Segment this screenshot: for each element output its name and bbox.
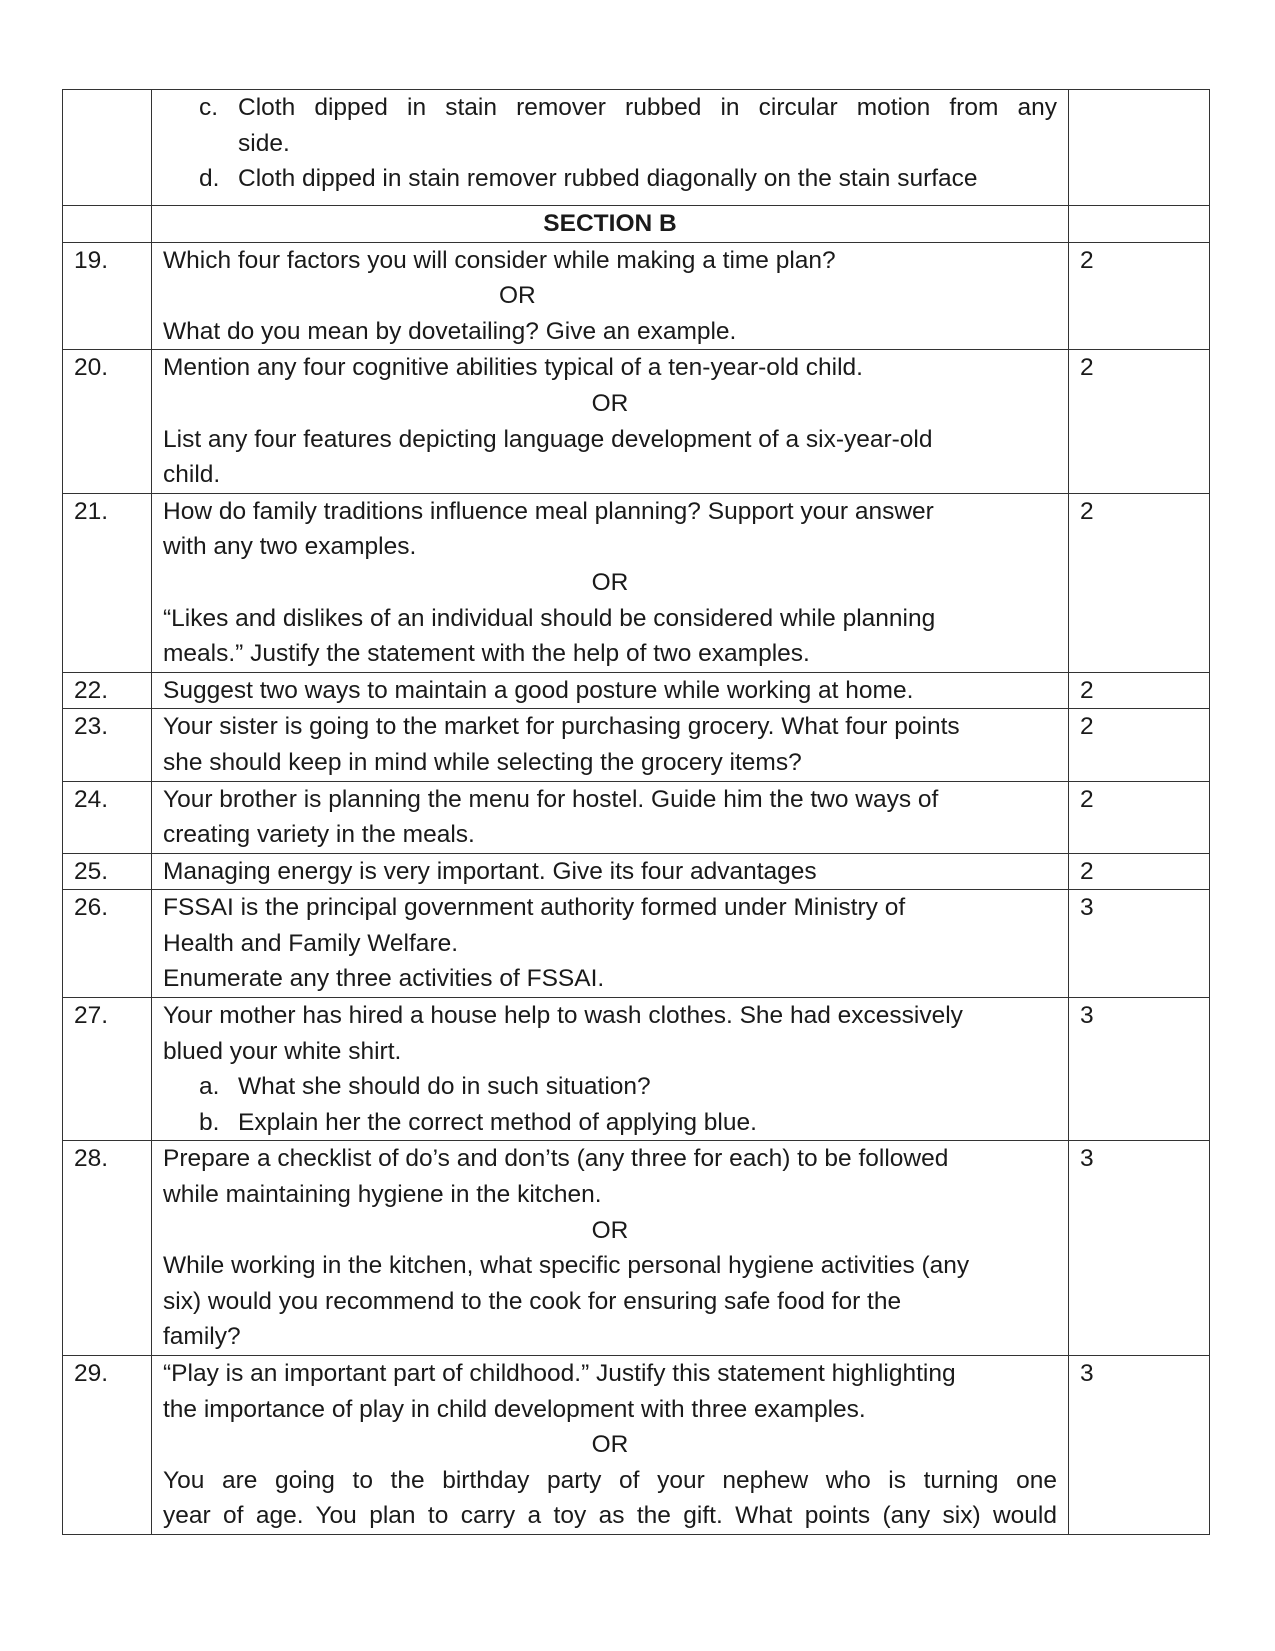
marks: 3 — [1069, 998, 1210, 1141]
section-heading: SECTION B — [152, 206, 1069, 243]
question-row-20 — [63, 350, 1210, 493]
question-row-19 — [63, 242, 1210, 350]
question-number: 20. — [63, 350, 152, 493]
question-line: the importance of play in child development with three examples. — [163, 1395, 866, 1423]
option-marker: d. — [199, 165, 220, 193]
question-line: while maintaining hygiene in the kitchen. — [163, 1181, 602, 1209]
question-text-cell — [152, 853, 1069, 890]
question-row-28 — [63, 1141, 1210, 1356]
section-heading-row — [63, 206, 1210, 243]
question-line: blued your white shirt. — [163, 1037, 402, 1065]
option-text-continued: side. — [238, 129, 290, 157]
question-line: You are going to the birthday party of your nephew who is turning one — [163, 1466, 1057, 1494]
question-line: How do family traditions influence meal planning? Support your answer — [163, 497, 934, 525]
marks-cell — [1069, 206, 1210, 243]
sub-question-marker: b. — [199, 1108, 220, 1136]
question-number: 26. — [63, 890, 152, 998]
question-line: “Play is an important part of childhood.” Justify this statement highlighting — [163, 1360, 956, 1387]
question-line: six) would you recommend to the cook for ensuring safe food for the — [163, 1287, 902, 1315]
question-line: family? — [163, 1323, 241, 1351]
question-line: Which four factors you will consider while making a time plan? — [163, 246, 836, 274]
question-line: creating variety in the meals. — [163, 821, 475, 849]
question-line: What do you mean by dovetailing? Give an example. — [163, 317, 737, 345]
question-line: meals.” Justify the statement with the help of two examples. — [163, 640, 810, 668]
question-line: Mention any four cognitive abilities typical of a ten-year-old child. — [163, 354, 863, 382]
question-text-cell — [152, 890, 1069, 998]
marks: 2 — [1069, 242, 1210, 350]
or-separator: OR — [499, 282, 536, 310]
question-number: 19. — [63, 242, 152, 350]
question-line: with any two examples. — [163, 533, 417, 561]
option-text: Cloth dipped in stain remover rubbed diagonally on the stain surface — [238, 165, 978, 193]
or-separator: OR — [591, 1431, 629, 1459]
or-separator: OR — [591, 1216, 629, 1244]
question-line: FSSAI is the principal government authority formed under Ministry of — [163, 894, 906, 922]
question-text-cell — [152, 493, 1069, 672]
question-number: 28. — [63, 1141, 152, 1356]
question-text-cell — [152, 242, 1069, 350]
question-line: Prepare a checklist of do’s and don’ts (any three for each) to be followed — [163, 1145, 949, 1173]
question-text-cell — [152, 998, 1069, 1141]
or-separator: OR — [591, 389, 629, 417]
question-line: Your mother has hired a house help to wash clothes. She had excessively — [163, 1002, 963, 1030]
question-text-cell — [152, 672, 1069, 709]
question-number: 25. — [63, 853, 152, 890]
question-line: “Likes and dislikes of an individual should be considered while planning — [163, 604, 936, 632]
option-marker: c. — [199, 94, 219, 121]
question-line: Your brother is planning the menu for hostel. Guide him the two ways of — [163, 785, 939, 813]
sub-question-a — [163, 1069, 1057, 1105]
question-number-cell — [63, 206, 152, 243]
question-row-29 — [63, 1356, 1210, 1535]
sub-question-text: What she should do in such situation? — [238, 1073, 651, 1101]
question-text-cell — [152, 90, 1069, 206]
question-line: Suggest two ways to maintain a good posture while working at home. — [163, 676, 914, 704]
question-text-cell — [152, 781, 1069, 853]
question-row-24 — [63, 781, 1210, 853]
question-row-21 — [63, 493, 1210, 672]
marks: 2 — [1069, 350, 1210, 493]
question-text-cell — [152, 1141, 1069, 1356]
question-number: 24. — [63, 781, 152, 853]
question-line: year of age. You plan to carry a toy as the gift. What points (any six) would — [163, 1502, 1057, 1530]
question-number: 23. — [63, 709, 152, 781]
question-number: 27. — [63, 998, 152, 1141]
sub-question-text: Explain her the correct method of applying blue. — [238, 1108, 757, 1136]
question-line: List any four features depicting language development of a six-year-old — [163, 425, 933, 453]
question-line: Enumerate any three activities of FSSAI. — [163, 965, 605, 993]
question-paper-table — [62, 89, 1210, 1535]
question-number-cell — [63, 90, 152, 206]
question-line: While working in the kitchen, what specific personal hygiene activities (any — [163, 1252, 970, 1280]
or-separator: OR — [591, 568, 629, 596]
marks: 3 — [1069, 1141, 1210, 1356]
sub-question-marker: a. — [199, 1073, 220, 1101]
marks: 2 — [1069, 709, 1210, 781]
option-d — [163, 161, 1057, 197]
question-line: child. — [163, 461, 221, 489]
question-row-25 — [63, 853, 1210, 890]
question-line: Health and Family Welfare. — [163, 929, 459, 957]
question-row-26 — [63, 890, 1210, 998]
question-row-27 — [63, 998, 1210, 1141]
marks: 3 — [1069, 1356, 1210, 1535]
marks: 3 — [1069, 890, 1210, 998]
question-row-22 — [63, 672, 1210, 709]
marks: 2 — [1069, 493, 1210, 672]
question-text-cell — [152, 709, 1069, 781]
marks: 2 — [1069, 853, 1210, 890]
sub-question-b — [163, 1105, 1057, 1141]
marks-cell — [1069, 90, 1210, 206]
marks: 2 — [1069, 781, 1210, 853]
continuation-row — [63, 90, 1210, 206]
option-text: Cloth dipped in stain remover rubbed in circular motion from any — [238, 94, 1057, 121]
question-line: she should keep in mind while selecting the grocery items? — [163, 748, 802, 776]
question-line: Managing energy is very important. Give its four advantages — [163, 857, 817, 885]
marks: 2 — [1069, 672, 1210, 709]
question-number: 29. — [63, 1356, 152, 1535]
question-number: 21. — [63, 493, 152, 672]
question-number: 22. — [63, 672, 152, 709]
question-row-23 — [63, 709, 1210, 781]
question-line: Your sister is going to the market for purchasing grocery. What four points — [163, 713, 960, 741]
question-text-cell — [152, 350, 1069, 493]
option-c — [163, 90, 1057, 126]
question-text-cell — [152, 1356, 1069, 1535]
